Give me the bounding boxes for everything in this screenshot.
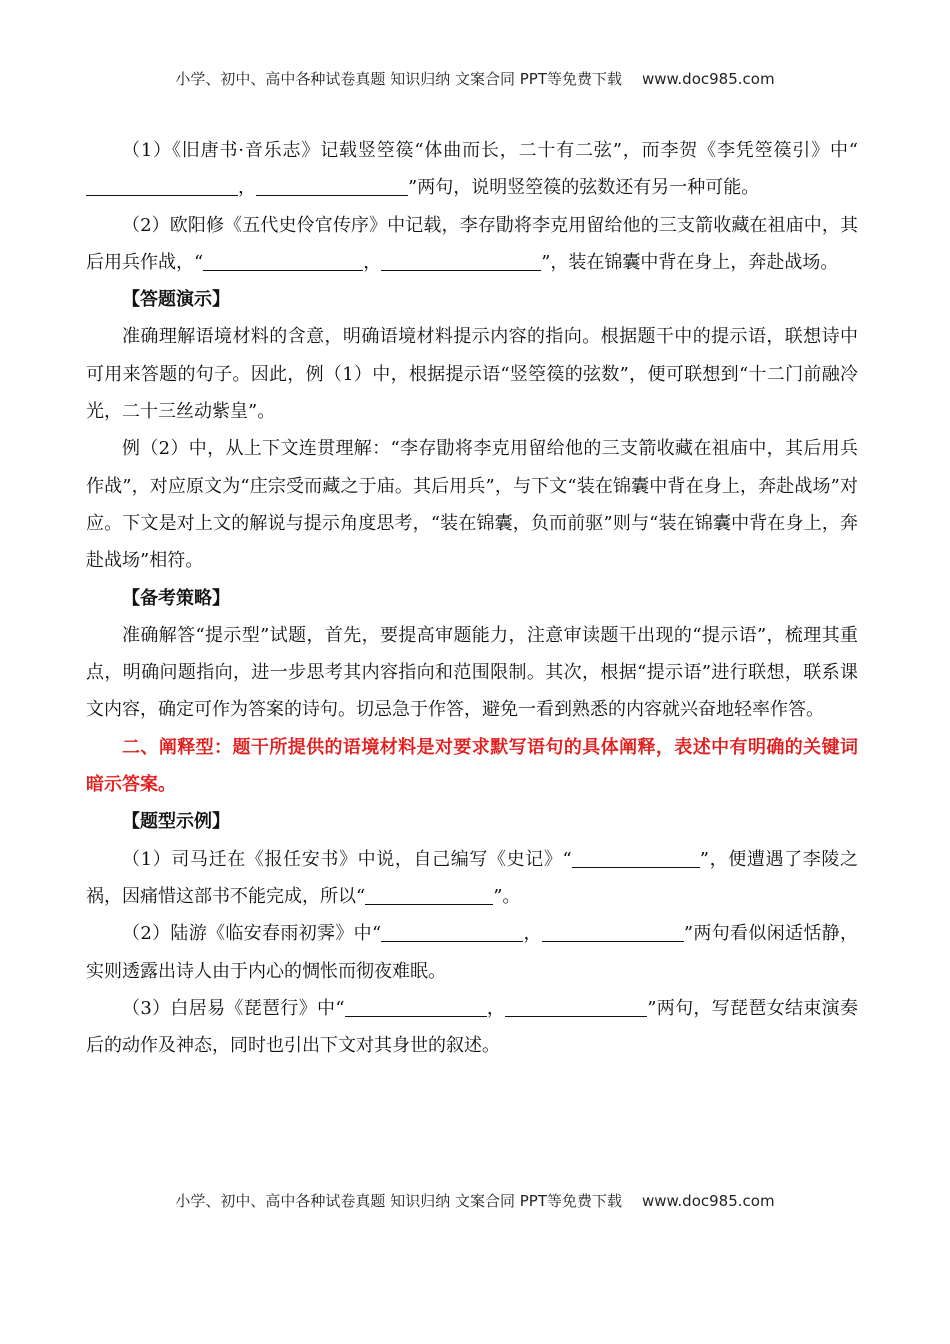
example-1: （1）司马迁在《报任安书》中说，自己编写《史记》“ ”，便遭遇了李陵之祸，因痛惜这部书不能完成，所以“ ”。 xyxy=(86,848,859,907)
answer-blank[interactable] xyxy=(572,849,700,868)
strategy-paragraph: 准确解答“提示型”试题，首先，要提高审题能力，注意审读题干出现的“提示语”，梳理其重点，明确问题指向，进一步思考其内容指向和范围限制。其次，根据“提示语”进行联想，联系课文内容，确定可作为答案的诗句。切忌急于作答，避免一看到熟悉的内容就兴奋地轻率作答。 xyxy=(86,624,858,721)
answer-blank[interactable] xyxy=(256,177,408,196)
answer-blank[interactable] xyxy=(365,886,493,905)
example-heading: 【题型示例】 xyxy=(122,811,230,833)
answer-blank[interactable] xyxy=(203,252,363,271)
page-header xyxy=(0,68,950,89)
example-3: （3）白居易《琵琶行》中“ ， ”两句，写琵琶女结束演奏后的动作及神态，同时也引出下文对其身世的叙述。 xyxy=(86,997,859,1057)
footer-site[interactable]: www.doc985.com xyxy=(641,1192,775,1210)
answer-blank[interactable] xyxy=(542,923,684,942)
demo-paragraph-1: 准确理解语境材料的含意，明确语境材料提示内容的指向。根据题干中的提示语，联想诗中可用来答题的句子。因此，例（1）中，根据提示语“竖箜篌的弦数”，便可联想到“十二门前融冷光，二十三丝动紫皇”。 xyxy=(86,326,858,423)
answer-blank[interactable] xyxy=(381,252,541,271)
demo-paragraph-2: 例（2）中，从上下文连贯理解：“李存勖将李克用留给他的三支箭收藏在祖庙中，其后用兵作战”，对应原文为“庄宗受而藏之于庙。其后用兵”，与下文“装在锦囊中背在身上，奔赴战场”对应。下文是对上文的解说与提示角度思考，“装在锦囊，负而前驱”则与“装在锦囊中背在身上，奔赴战场”相符。 xyxy=(86,438,858,572)
answer-blank[interactable] xyxy=(505,998,647,1017)
demo-heading: 【答题演示】 xyxy=(122,289,230,311)
document-body xyxy=(86,132,858,1064)
header-site[interactable]: www.doc985.com xyxy=(641,70,775,88)
answer-blank[interactable] xyxy=(86,177,238,196)
strategy-heading: 【备考策略】 xyxy=(122,587,230,609)
answer-blank[interactable] xyxy=(381,923,523,942)
question-1: （1）《旧唐书·音乐志》记载竖箜篌“体曲而长，二十有二弦”，而李贺《李凭箜篌引》中“， ”两句，说明竖箜篌的弦数还有另一种可能。 xyxy=(86,132,858,207)
header-text: 小学、初中、高中各种试卷真题 知识归纳 文案合同 PPT等免费下载 xyxy=(175,70,622,88)
example-2: （2）陆游《临安春雨初霁》中“ ， ”两句看似闲适恬静，实则透露出诗人由于内心的惆怅而彻夜难眠。 xyxy=(86,923,859,982)
answer-blank[interactable] xyxy=(345,998,487,1017)
page-footer xyxy=(0,1190,950,1211)
footer-text: 小学、初中、高中各种试卷真题 知识归纳 文案合同 PPT等免费下载 xyxy=(175,1192,622,1210)
question-2: （2）欧阳修《五代史伶官传序》中记载，李存勖将李克用留给他的三支箭收藏在祖庙中，其后用兵作战，“ ， ”，装在锦囊中背在身上，奔赴战场。 xyxy=(86,214,858,273)
section-2-title: 二、阐释型：题干所提供的语境材料是对要求默写语句的具体阐释，表述中有明确的关键词暗示答案。 xyxy=(86,736,858,796)
